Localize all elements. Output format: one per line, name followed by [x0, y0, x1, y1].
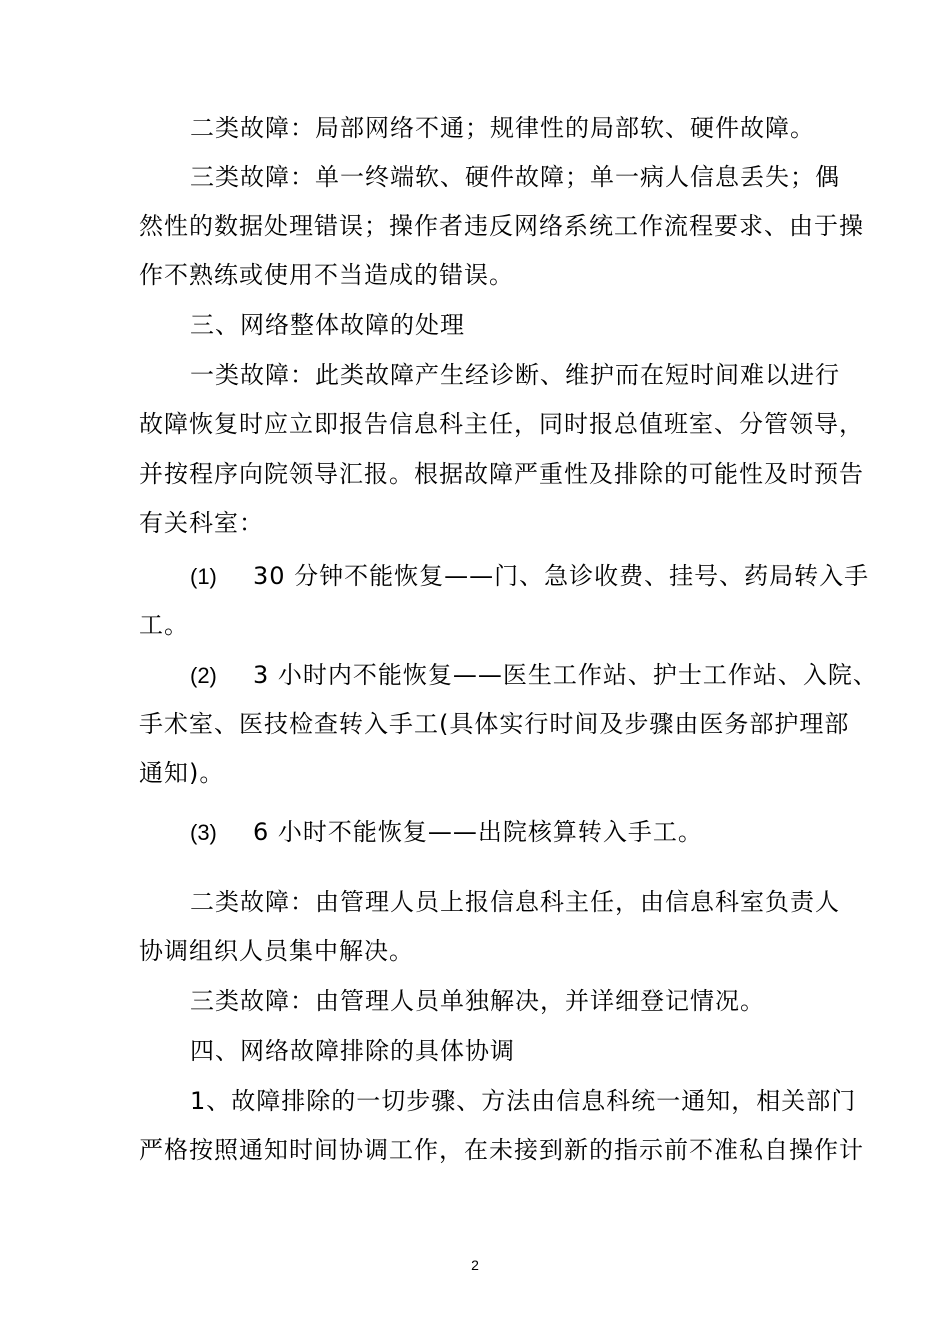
paragraph-class1-handling-line3: 并按程序向院领导汇报。根据故障严重性及排除的可能性及时预告 — [139, 460, 864, 488]
list-item-2-line3: 通知)。 — [139, 759, 225, 787]
list-marker-3: (3) — [190, 820, 217, 845]
list-marker-1: (1) — [190, 564, 217, 589]
paragraph-class3-fault-line1: 三类故障：单一终端软、硬件故障；单一病人信息丢失；偶 — [190, 163, 840, 191]
list-item-2-line2: 手术室、医技检查转入手工(具体实行时间及步骤由医务部护理部 — [139, 710, 850, 738]
paragraph-coordination-line2: 严格按照通知时间协调工作，在未接到新的指示前不准私自操作计 — [139, 1136, 864, 1164]
list-marker-2: (2) — [190, 663, 217, 688]
list-item-1-line2: 工。 — [139, 611, 189, 639]
paragraph-coordination-line1: 1、故障排除的一切步骤、方法由信息科统一通知，相关部门 — [190, 1087, 857, 1115]
section-heading-4: 四、网络故障排除的具体协调 — [190, 1037, 515, 1065]
section-heading-3: 三、网络整体故障的处理 — [190, 311, 465, 339]
paragraph-class3-fault-line2: 然性的数据处理错误；操作者违反网络系统工作流程要求、由于操 — [139, 212, 864, 240]
paragraph-class1-handling-line2: 故障恢复时应立即报告信息科主任，同时报总值班室、分管领导， — [139, 410, 864, 438]
list-item-2-line1: 3 小时内不能恢复——医生工作站、护士工作站、入院、 — [253, 661, 878, 689]
paragraph-class1-handling-line1: 一类故障：此类故障产生经诊断、维护而在短时间难以进行 — [190, 361, 840, 389]
paragraph-class2-handling-line2: 协调组织人员集中解决。 — [139, 937, 414, 965]
paragraph-class3-fault-line3: 作不熟练或使用不当造成的错误。 — [139, 261, 514, 289]
list-item-3-line1: 6 小时不能恢复——出院核算转入手工。 — [253, 818, 703, 846]
paragraph-class2-fault: 二类故障：局部网络不通；规律性的局部软、硬件故障。 — [190, 114, 815, 142]
page-number: 2 — [471, 1257, 479, 1273]
paragraph-class2-handling-line1: 二类故障：由管理人员上报信息科主任，由信息科室负责人 — [190, 888, 840, 916]
paragraph-class3-handling: 三类故障：由管理人员单独解决，并详细登记情况。 — [190, 987, 765, 1015]
list-item-1-line1: 30 分钟不能恢复——门、急诊收费、挂号、药局转入手 — [253, 562, 870, 590]
paragraph-class1-handling-line4: 有关科室： — [139, 509, 264, 537]
